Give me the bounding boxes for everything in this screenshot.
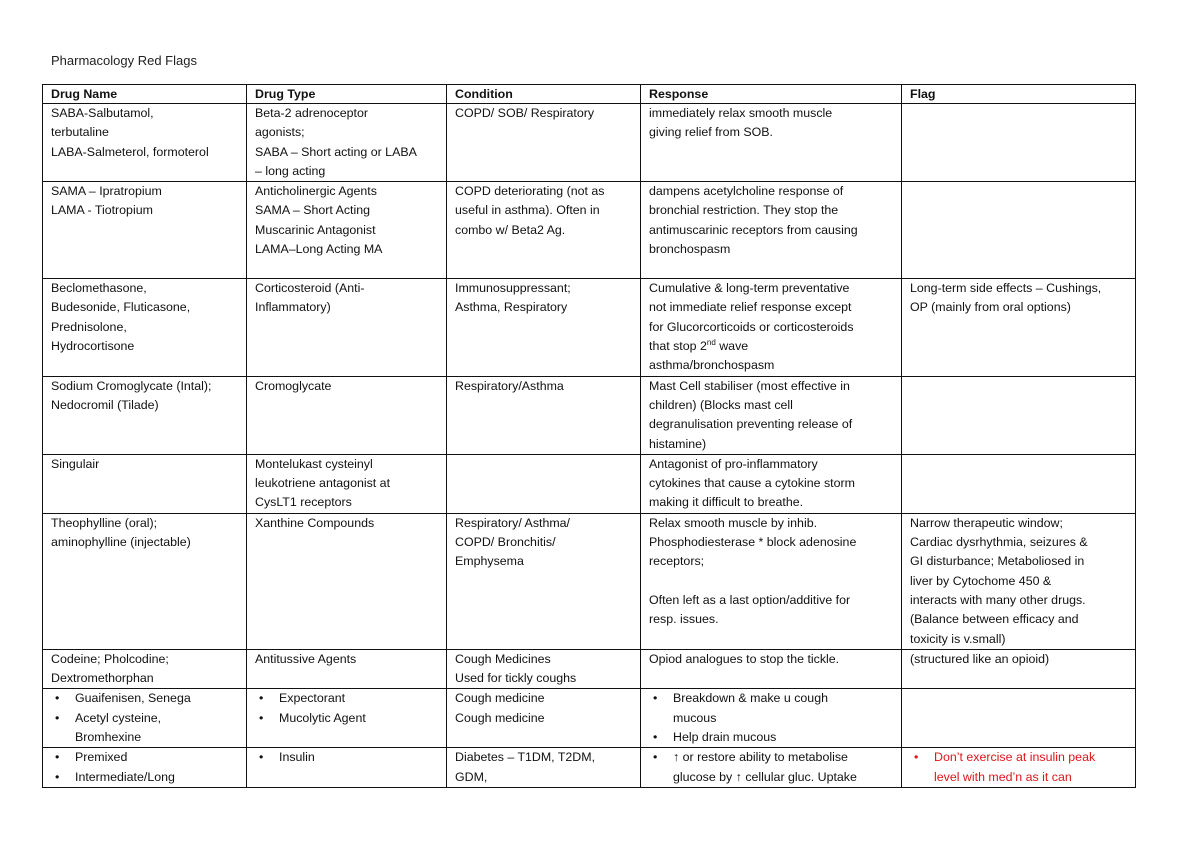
table-row	[43, 513, 1136, 649]
drug-type-cell	[247, 104, 447, 182]
response-cell	[641, 689, 902, 748]
cell-line: SABA-Salbutamol,	[51, 106, 154, 120]
cell-line: toxicity is v.small)	[910, 631, 1006, 646]
drug-name-cell	[43, 376, 247, 454]
cell-line: Cromoglycate	[255, 378, 332, 393]
condition-cell	[447, 454, 641, 513]
cell-line: Antitussive Agents	[255, 651, 357, 666]
cell-line: useful in asthma). Often in	[455, 203, 600, 218]
bullet-item: • Intermediate/Long	[51, 768, 240, 787]
bullet-item: • Breakdown & make u cough	[649, 689, 895, 708]
cell-line: Often left as a last option/additive for	[649, 592, 851, 607]
cell-line: Emphysema	[455, 554, 524, 569]
cell-line: – long acting	[255, 163, 326, 178]
cell-line: SABA – Short acting or LABA	[255, 144, 417, 159]
drug-name-cell	[43, 689, 247, 748]
table-row	[43, 454, 1136, 513]
cell-line: Nedocromil (Tilade)	[51, 397, 159, 412]
cell-line: Xanthine Compounds	[255, 515, 375, 530]
header-drug-type: Drug Type	[247, 85, 447, 104]
cell-line: receptors;	[649, 554, 705, 569]
table-row	[43, 748, 1136, 788]
cell-line: Antagonist of pro-inflammatory	[649, 456, 818, 471]
cell-line: Respiratory/Asthma	[455, 378, 564, 393]
cell-line: SAMA – Ipratropium	[51, 184, 162, 199]
cell-line: Budesonide, Fluticasone,	[51, 300, 191, 315]
response-cell	[641, 748, 902, 788]
table-row	[43, 376, 1136, 454]
cell-line: Prednisolone,	[51, 319, 127, 334]
bullet-item: • Insulin	[255, 748, 440, 767]
cell-line: Cough medicine	[455, 710, 545, 725]
cell-line: Singulair	[51, 456, 100, 471]
bullet-item: • Guaifenisen, Senega	[51, 689, 240, 708]
bullet-item: • Mucolytic Agent	[255, 709, 440, 728]
cell-line: Respiratory/ Asthma/	[455, 515, 571, 530]
cell-line: for Glucorcorticoids or corticosteroids	[649, 319, 854, 334]
cell-line: giving relief from SOB.	[649, 125, 773, 140]
cell-line: Immunosuppressant;	[455, 281, 571, 296]
drug-type-cell	[247, 376, 447, 454]
cell-line: Long-term side effects – Cushings,	[910, 281, 1102, 296]
header-condition: Condition	[447, 85, 641, 104]
cell-line: LAMA - Tiotropium	[51, 203, 153, 218]
drug-type-cell	[247, 454, 447, 513]
flag-cell	[902, 689, 1136, 748]
flag-cell	[902, 513, 1136, 649]
flag-cell	[902, 182, 1136, 279]
table-row	[43, 104, 1136, 182]
cell-text: wave	[715, 339, 749, 354]
cell-line: degranulisation preventing release of	[649, 417, 853, 432]
cell-line: (Balance between efficacy and	[910, 612, 1079, 627]
cell-line: Cough medicine	[455, 691, 545, 706]
condition-cell	[447, 513, 641, 649]
cell-line: Beclomethasone,	[51, 281, 147, 296]
cell-line: LABA-Salmeterol, formoterol	[51, 144, 209, 159]
header-row	[43, 85, 1136, 104]
cell-line: antimuscarinic receptors from causing	[649, 222, 858, 237]
bullet-item: • Expectorant	[255, 689, 440, 708]
red-flags-table	[42, 84, 1136, 788]
warning-bullet-item: • Don’t exercise at insulin peak	[910, 748, 1129, 767]
condition-cell	[447, 182, 641, 279]
cell-line: Cumulative & long-term preventative	[649, 281, 850, 296]
cell-line: Beta-2 adrenoceptor	[255, 106, 368, 120]
condition-cell	[447, 649, 641, 689]
cell-line: Relax smooth muscle by inhib.	[649, 515, 818, 530]
cell-line: interacts with many other drugs.	[910, 592, 1086, 607]
cell-line: liver by Cytochome 450 &	[910, 573, 1052, 588]
cell-line: combo w/ Beta2 Ag.	[455, 222, 566, 237]
cell-line: children) (Blocks mast cell	[649, 397, 793, 412]
cell-line: Codeine; Pholcodine;	[51, 651, 169, 666]
cell-line: CysLT1 receptors	[255, 495, 352, 510]
condition-cell	[447, 689, 641, 748]
cell-line: agonists;	[255, 125, 305, 140]
table-row	[43, 689, 1136, 748]
cell-line: Muscarinic Antagonist	[255, 222, 376, 237]
cell-line: Hydrocortisone	[51, 339, 135, 354]
cell-line: asthma/bronchospasm	[649, 358, 775, 373]
table-row	[43, 182, 1136, 279]
cell-text: that stop 2	[649, 339, 707, 354]
drug-name-cell	[43, 182, 247, 279]
header-response: Response	[641, 85, 902, 104]
cell-line: Narrow therapeutic window;	[910, 515, 1063, 530]
cell-line: cytokines that cause a cytokine storm	[649, 476, 855, 491]
cell-line: resp. issues.	[649, 612, 719, 627]
table-row	[43, 649, 1136, 689]
cell-line: aminophylline (injectable)	[51, 535, 191, 550]
bullet-item: • ↑ or restore ability to metabolise	[649, 748, 895, 767]
warning-bullet-continuation: level with med’n as it can	[934, 769, 1072, 784]
cell-line: histamine)	[649, 436, 707, 451]
header-drug-name: Drug Name	[43, 85, 247, 104]
response-cell	[641, 376, 902, 454]
paragraph-gap	[649, 572, 895, 591]
cell-line: Asthma, Respiratory	[455, 300, 568, 315]
condition-cell	[447, 279, 641, 376]
response-cell	[641, 454, 902, 513]
cell-line: COPD deteriorating (not as	[455, 184, 605, 199]
cell-line: Theophylline (oral);	[51, 515, 158, 530]
cell-line: GDM,	[455, 769, 488, 784]
drug-type-cell	[247, 279, 447, 376]
drug-name-cell	[43, 454, 247, 513]
table-row	[43, 279, 1136, 376]
cell-line: LAMA–Long Acting MA	[255, 242, 383, 257]
cell-line: terbutaline	[51, 125, 109, 140]
cell-line: Cardiac dysrhythmia, seizures &	[910, 535, 1088, 550]
flag-cell	[902, 454, 1136, 513]
header-flag: Flag	[902, 85, 1136, 104]
cell-line: Cough Medicines	[455, 651, 551, 666]
cell-line: COPD/ Bronchitis/	[455, 535, 556, 550]
drug-name-cell	[43, 279, 247, 376]
cell-line: making it difficult to breathe.	[649, 495, 804, 510]
cell-line: immediately relax smooth muscle	[649, 106, 833, 120]
flag-cell	[902, 748, 1136, 788]
cell-line: bronchospasm	[649, 242, 731, 257]
flag-cell	[902, 279, 1136, 376]
drug-type-cell	[247, 513, 447, 649]
bullet-continuation: Bromhexine	[75, 730, 142, 745]
cell-line: Sodium Cromoglycate (Intal);	[51, 378, 212, 393]
cell-line	[649, 337, 895, 356]
condition-cell	[447, 104, 641, 182]
drug-type-cell	[247, 748, 447, 788]
cell-line: Phosphodiesterase * block adenosine	[649, 535, 857, 550]
cell-line: Diabetes – T1DM, T2DM,	[455, 750, 596, 765]
cell-line: not immediate relief response except	[649, 300, 852, 315]
bullet-continuation: mucous	[673, 710, 717, 725]
cell-line: Montelukast cysteinyl	[255, 456, 373, 471]
document-title: Pharmacology Red Flags	[51, 53, 197, 68]
flag-cell	[902, 649, 1136, 689]
bullet-item: • Help drain mucous	[649, 728, 895, 747]
cell-line: Anticholinergic Agents	[255, 184, 377, 199]
bullet-continuation: glucose by ↑ cellular gluc. Uptake	[673, 769, 857, 784]
drug-type-cell	[247, 649, 447, 689]
cell-line: OP (mainly from oral options)	[910, 300, 1071, 315]
cell-line: Mast Cell stabiliser (most effective in	[649, 378, 850, 393]
condition-cell	[447, 748, 641, 788]
cell-line: bronchial restriction. They stop the	[649, 203, 839, 218]
cell-line: SAMA – Short Acting	[255, 203, 371, 218]
drug-name-cell	[43, 649, 247, 689]
flag-cell	[902, 104, 1136, 182]
drug-type-cell	[247, 689, 447, 748]
condition-cell	[447, 376, 641, 454]
cell-line: COPD/ SOB/ Respiratory	[455, 106, 595, 120]
response-cell	[641, 513, 902, 649]
cell-line: Inflammatory)	[255, 300, 331, 315]
drug-type-cell	[247, 182, 447, 279]
cell-line: dampens acetylcholine response of	[649, 184, 844, 199]
ordinal-suffix: nd	[706, 337, 716, 347]
drug-name-cell	[43, 513, 247, 649]
bullet-item: • Premixed	[51, 748, 240, 767]
response-cell	[641, 104, 902, 182]
cell-line: Dextromethorphan	[51, 671, 154, 686]
response-cell	[641, 182, 902, 279]
cell-line: GI disturbance; Metaboliosed in	[910, 554, 1085, 569]
drug-name-cell	[43, 104, 247, 182]
drug-name-cell	[43, 748, 247, 788]
bullet-item: • Acetyl cysteine,	[51, 709, 240, 728]
flag-cell	[902, 376, 1136, 454]
cell-line: Opiod analogues to stop the tickle.	[649, 651, 840, 666]
response-cell	[641, 279, 902, 376]
cell-line: Used for tickly coughs	[455, 671, 577, 686]
cell-line: Corticosteroid (Anti-	[255, 281, 365, 296]
cell-line: (structured like an opioid)	[910, 651, 1050, 666]
response-cell	[641, 649, 902, 689]
cell-line: leukotriene antagonist at	[255, 476, 391, 491]
